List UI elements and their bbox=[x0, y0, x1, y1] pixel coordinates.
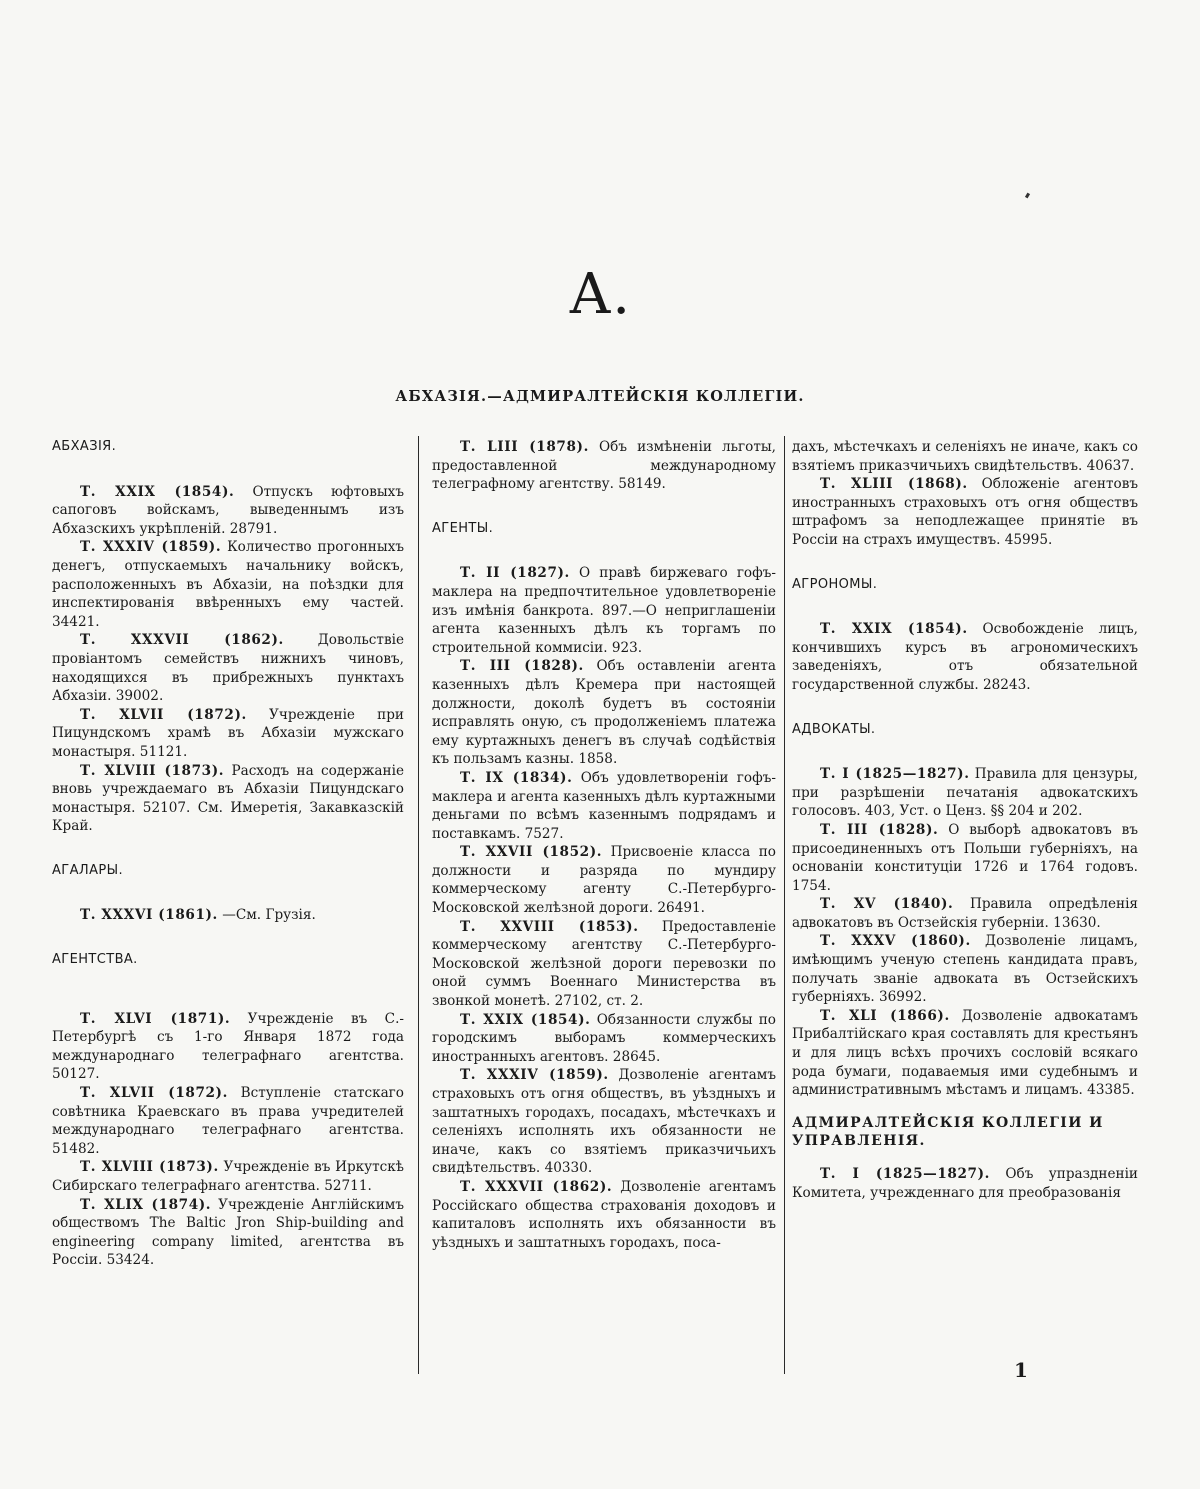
entry-text: Дозволеніе агентамъ страховыхъ отъ огня обществъ, въ уѣздныхъ и заштатныхъ городахъ, посадахъ, мѣстечкахъ и селеніяхъ исполнять ихъ обязанности не иначе, какъ со взятіемъ приказчичьихъ свидѣтельствъ. 40330. bbox=[432, 1067, 776, 1177]
volume-reference: Т. XXXIV (1859). bbox=[460, 1067, 609, 1084]
page-number: 1 bbox=[1014, 1358, 1028, 1382]
text-column-3 bbox=[792, 438, 1138, 1394]
volume-reference: Т. XLVIII (1873). bbox=[80, 1159, 219, 1176]
volume-reference: Т. III (1828). bbox=[820, 821, 939, 838]
index-entry bbox=[52, 631, 404, 705]
section-heading: АДВОКАТЫ. bbox=[792, 721, 876, 737]
entry-text: Учрежденіе при Пицундскомъ храмѣ въ Абхазіи мужскаго монастыря. 51121. bbox=[52, 706, 404, 760]
entry-text: Объ оставленіи агента казенныхъ дѣлъ Кремера при настоящей должности, доколѣ будетъ въ состояніи исправлять оную, съ продолженіемъ платежа ему куртажныхъ денегъ въ случаѣ содѣйствія къ пользамъ казны. 1858. bbox=[432, 658, 776, 768]
section-heading: АГЕНТСТВА. bbox=[52, 952, 138, 968]
spacer bbox=[52, 836, 404, 862]
volume-reference: Т. III (1828). bbox=[460, 658, 584, 675]
text-column-1 bbox=[52, 438, 404, 1394]
section-heading: АГАЛАРЫ. bbox=[52, 862, 124, 878]
volume-reference: Т. XXIX (1854). bbox=[460, 1011, 591, 1028]
volume-reference: Т. XXXVI (1861). bbox=[80, 907, 218, 924]
spacer bbox=[792, 594, 1138, 620]
index-entry bbox=[52, 1196, 404, 1270]
ink-speck bbox=[1025, 193, 1030, 199]
volume-reference: Т. I (1825—1827). bbox=[820, 766, 970, 783]
volume-reference: Т. XXXV (1860). bbox=[820, 933, 971, 950]
entry-text: О правѣ биржеваго гофъ-маклера на предпочтительное удовлетвореніе изъ имѣнія банкрота. 897.—О неприглашеніи агента казенныхъ дѣлъ къ торгамъ по строительной коммисіи. 923. bbox=[432, 565, 777, 656]
column-rule bbox=[784, 436, 785, 1374]
spacer bbox=[792, 1100, 1138, 1114]
volume-reference: Т. XXVIII (1853). bbox=[460, 918, 639, 935]
entry-continuation: дахъ, мѣстечкахъ и селеніяхъ не иначе, какъ со взятіемъ приказчичьихъ свидѣтельствъ. 40637. bbox=[792, 439, 1138, 474]
index-entry bbox=[52, 706, 404, 762]
entry-text: Обложеніе агентовъ иностранныхъ страховыхъ отъ огня обществъ штрафомъ за неподлежащее принятіе въ Россіи на страхъ имуществъ. 45995. bbox=[792, 476, 1139, 548]
spacer bbox=[792, 739, 1138, 765]
volume-reference: Т. I (1825—1827). bbox=[820, 1166, 990, 1182]
volume-reference: Т. XXIX (1854). bbox=[80, 483, 235, 500]
index-entry bbox=[792, 1007, 1138, 1100]
index-entry bbox=[792, 895, 1138, 932]
index-entry bbox=[52, 906, 404, 925]
entry-text: Довольствіе провіантомъ семействъ нижнихъ чиновъ, находящихся въ прибрежныхъ пунктахъ Абхазіи. 39002. bbox=[52, 632, 404, 705]
entry-text: —См. Грузія. bbox=[222, 907, 316, 924]
spacer bbox=[792, 695, 1138, 721]
entry-text: Правила опредѣленія адвокатовъ въ Остзейскія губерніи. 13630. bbox=[792, 896, 1138, 931]
index-entry bbox=[432, 657, 776, 769]
entry-text: Дозволеніе лицамъ, имѣющимъ ученую степень кандидата правъ, получать званіе адвоката въ Остзейскихъ губерніяхъ. 36992. bbox=[792, 933, 1138, 1006]
index-entry bbox=[792, 475, 1138, 549]
section-heading: АДМИРАЛТЕЙСКІЯ КОЛЛЕГІИ И УПРАВЛЕНІЯ. bbox=[792, 1114, 1104, 1150]
column-rule bbox=[418, 436, 419, 1374]
index-entry bbox=[432, 564, 776, 657]
volume-reference: Т. XLVIII (1873). bbox=[80, 762, 225, 779]
entry-text: Предоставленіе коммерческому агентству С.-Петербурго-Московской желѣзной дороги перевозки по оной суммъ Военнаго Министерства въ звонкой монетѣ. 27102, ст. 2. bbox=[432, 918, 776, 1010]
entry-text: Присвоеніе класса по должности и разряда по мундиру коммерческому агенту С.-Петербурго-Московской желѣзной дороги. 26491. bbox=[432, 844, 776, 917]
volume-reference: Т. XXXVII (1862). bbox=[460, 1178, 613, 1195]
spacer bbox=[792, 550, 1138, 576]
index-entry bbox=[792, 932, 1138, 1006]
index-entry bbox=[52, 762, 404, 836]
spacer bbox=[792, 1151, 1138, 1165]
running-header: АБХАЗІЯ.—АДМИРАЛТЕЙСКІЯ КОЛЛЕГІИ. bbox=[395, 388, 805, 405]
volume-reference: Т. XLIII (1868). bbox=[820, 476, 968, 493]
section-heading: АБХАЗІЯ. bbox=[52, 439, 117, 454]
spacer bbox=[52, 970, 404, 1010]
entry-text: Объ упраздненіи Комитета, учрежденнаго для преобразованія bbox=[792, 1166, 1138, 1201]
spacer bbox=[52, 880, 404, 906]
index-entry bbox=[432, 1011, 776, 1067]
index-entry bbox=[432, 918, 776, 1011]
entry-text: Расходъ на содержаніе вновь учреждаемаго въ Абхазіи Пицундскаго монастыря. 52107. См. Имеретія, Закавказскій Край. bbox=[52, 762, 404, 835]
entry-text: Объ измѣненіи льготы, предоставленной международному телеграфному агентству. 58149. bbox=[432, 439, 776, 493]
spacer bbox=[432, 494, 776, 520]
volume-reference: Т. XXXIV (1859). bbox=[80, 539, 222, 556]
entry-text: Правила для цензуры, при разрѣшеніи печатанія адвокатскихъ голосовъ. 403, Уст. о Ценз. §§ 204 и 202. bbox=[792, 766, 1138, 820]
entry-text: Дозволеніе адвокатамъ Прибалтійскаго края составлять для крестьянъ и для лицъ всѣхъ прочихъ сословій всякаго рода бумаги, подаваемыя ими судебнымъ и административнымъ мѣстамъ и лицамъ. 43385. bbox=[792, 1007, 1139, 1099]
page-letter: А. bbox=[568, 262, 632, 327]
index-entry bbox=[52, 1010, 404, 1084]
index-entry bbox=[52, 1158, 404, 1195]
volume-reference: Т. XXVII (1852). bbox=[460, 844, 603, 861]
index-entry bbox=[792, 1165, 1138, 1202]
index-entry bbox=[432, 843, 776, 917]
spacer bbox=[52, 457, 404, 483]
volume-reference: Т. XLVII (1872). bbox=[80, 706, 247, 723]
entry-text: Объ удовлетвореніи гофъ-маклера и агента казенныхъ дѣлъ куртажными деньгами по всѣмъ казеннымъ подрядамъ и поставкамъ. 7527. bbox=[432, 769, 776, 842]
volume-reference: Т. LIII (1878). bbox=[460, 439, 589, 455]
spacer bbox=[432, 538, 776, 564]
entry-text: Отпускъ юфтовыхъ сапоговъ войскамъ, выведеннымъ изъ Абхазскихъ укрѣпленій. 28791. bbox=[52, 483, 404, 537]
entry-text: Обязанности службы по городскимъ выборамъ коммерческихъ иностранныхъ агентовъ. 28645. bbox=[432, 1011, 776, 1065]
volume-reference: Т. XLVII (1872). bbox=[80, 1085, 228, 1102]
volume-reference: Т. XLVI (1871). bbox=[80, 1010, 231, 1027]
index-entry bbox=[52, 1084, 404, 1158]
volume-reference: Т. XV (1840). bbox=[820, 896, 954, 913]
volume-reference: Т. XXXVII (1862). bbox=[80, 632, 284, 649]
entry-text: Вступленіе статскаго совѣтника Краевскаго въ права учредителей международнаго телеграфнаго агентства. 51482. bbox=[52, 1085, 404, 1157]
volume-reference: Т. XLIX (1874). bbox=[80, 1196, 212, 1213]
entry-text: Учрежденіе въ С.-Петербургѣ съ 1-го Января 1872 года международнаго телеграфнаго агентства. 50127. bbox=[52, 1010, 404, 1083]
index-entry bbox=[52, 538, 404, 631]
volume-reference: Т. IX (1834). bbox=[460, 769, 573, 786]
section-heading: АГРОНОМЫ. bbox=[792, 576, 878, 592]
index-entry bbox=[432, 769, 776, 843]
entry-text: Учрежденіе Англійскимъ обществомъ The Baltic Jron Ship-building and engineering company limited, агентства въ Россіи. 53424. bbox=[52, 1196, 404, 1269]
index-entry bbox=[792, 620, 1138, 694]
index-entry bbox=[52, 483, 404, 539]
volume-reference: Т. XLI (1866). bbox=[820, 1007, 950, 1024]
index-entry bbox=[432, 1178, 776, 1252]
volume-reference: Т. XXIX (1854). bbox=[820, 621, 968, 638]
spacer bbox=[52, 925, 404, 951]
index-entry bbox=[792, 765, 1138, 821]
entry-text: О выборѣ адвокатовъ въ присоединенныхъ отъ Польши губерніяхъ, на основаніи конституціи 1726 и 1764 годовъ. 1754. bbox=[792, 821, 1138, 894]
index-entry bbox=[432, 1066, 776, 1178]
index-entry bbox=[792, 821, 1138, 895]
index-entry bbox=[432, 438, 776, 494]
entry-text: Учрежденіе въ Иркутскѣ Сибирскаго телеграфнаго агентства. 52711. bbox=[52, 1159, 404, 1194]
entry-text: Количество прогонныхъ денегъ, отпускаемыхъ начальнику войскъ, расположенныхъ въ Абхазіи, на поѣздки для инспектированія ввѣренныхъ ему частей. 34421. bbox=[52, 539, 405, 630]
entry-text: Дозволеніе агентамъ Россійскаго общества страхованія доходовъ и капиталовъ исполнять ихъ обязанности въ уѣздныхъ и заштатныхъ городахъ, поса- bbox=[432, 1178, 776, 1251]
volume-reference: Т. II (1827). bbox=[460, 565, 570, 582]
entry-text: Освобожденіе лицъ, кончившихъ курсъ въ агрономическихъ заведеніяхъ, отъ обязательной государственной службы. 28243. bbox=[792, 621, 1138, 693]
text-column-2 bbox=[432, 438, 776, 1394]
section-heading: АГЕНТЫ. bbox=[432, 520, 494, 536]
